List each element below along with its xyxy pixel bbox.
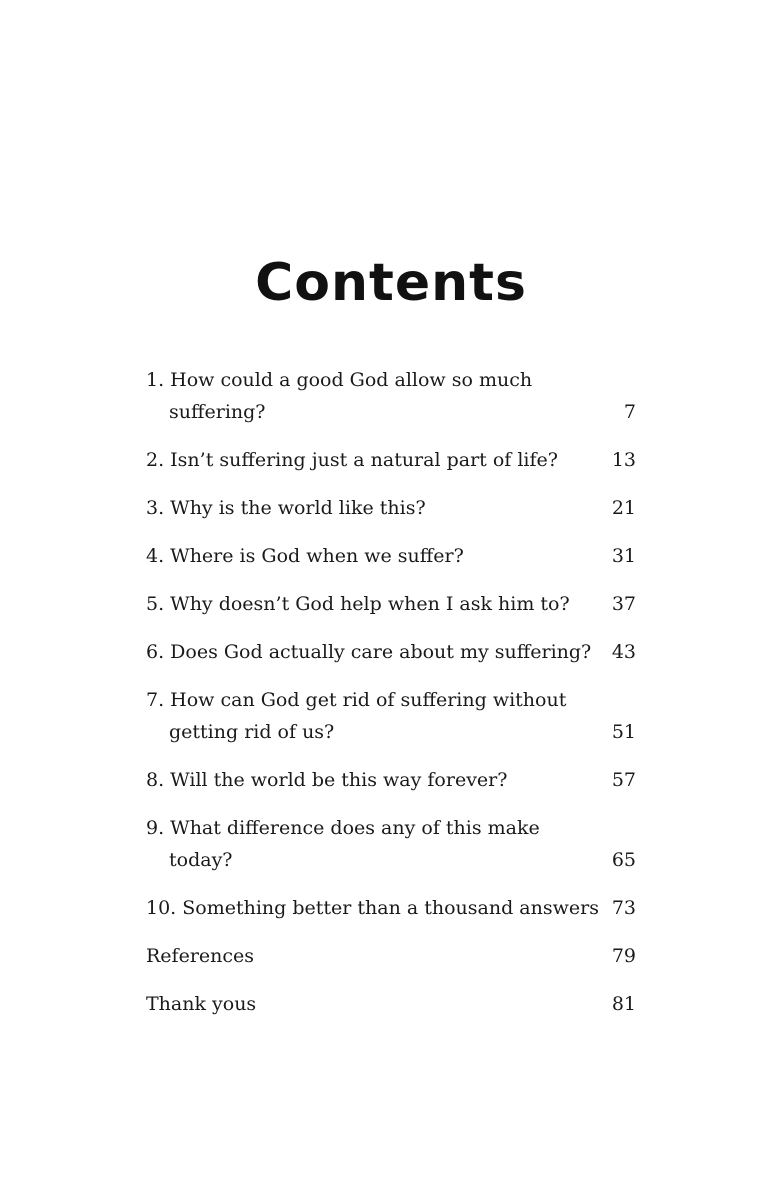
- toc-entry-title: 4. Where is God when we suffer?: [146, 545, 464, 567]
- toc-entry: [146, 364, 636, 428]
- toc-entry-title: 10. Something better than a thousand answers: [146, 897, 599, 919]
- toc-entry: [146, 764, 636, 796]
- toc-entry: [146, 540, 636, 572]
- toc-entry-title: 1. How could a good God allow so much: [146, 369, 533, 391]
- toc-page-number: 79: [611, 945, 636, 967]
- toc-page-number: 21: [611, 497, 636, 519]
- toc-page-number: 73: [611, 897, 636, 919]
- toc-entry-title-continued: getting rid of us?: [169, 721, 335, 743]
- toc-entry-title: 7. How can God get rid of suffering without: [146, 689, 567, 711]
- toc-entry-title: 6. Does God actually care about my suffering?: [146, 641, 592, 663]
- toc-entry-title: Thank yous: [146, 993, 257, 1015]
- toc-entry-title: 9. What difference does any of this make: [146, 817, 540, 839]
- toc-page-number: 13: [611, 449, 636, 471]
- toc-entry: [146, 492, 636, 524]
- toc-entry-title: 2. Isn’t suffering just a natural part of life?: [146, 449, 558, 471]
- toc-page-number: 81: [611, 993, 636, 1015]
- toc-page-number: 65: [611, 849, 636, 871]
- toc-entry: [146, 812, 636, 876]
- toc-entry-title: References: [146, 945, 255, 967]
- toc-entry: [146, 588, 636, 620]
- toc-page-number: 57: [611, 769, 636, 791]
- toc-entry: [146, 892, 636, 924]
- toc-page-number: 37: [611, 593, 636, 615]
- toc-entry: [146, 988, 636, 1020]
- toc-entry: [146, 636, 636, 668]
- toc-entry-title-continued: suffering?: [169, 401, 266, 423]
- toc-page-number: 31: [611, 545, 636, 567]
- page-title: Contents: [255, 252, 527, 313]
- toc-entry-title: 5. Why doesn’t God help when I ask him to?: [146, 593, 570, 615]
- toc-entry-title-continued: today?: [169, 849, 233, 871]
- table-of-contents: [146, 364, 636, 1020]
- toc-page-number: 7: [623, 401, 636, 423]
- toc-entry: [146, 684, 636, 748]
- toc-entry-title: 8. Will the world be this way forever?: [146, 769, 508, 791]
- toc-entry: [146, 940, 636, 972]
- toc-entry-title: 3. Why is the world like this?: [146, 497, 426, 519]
- toc-page-number: 43: [611, 641, 636, 663]
- toc-entry: [146, 444, 636, 476]
- toc-page-number: 51: [611, 721, 636, 743]
